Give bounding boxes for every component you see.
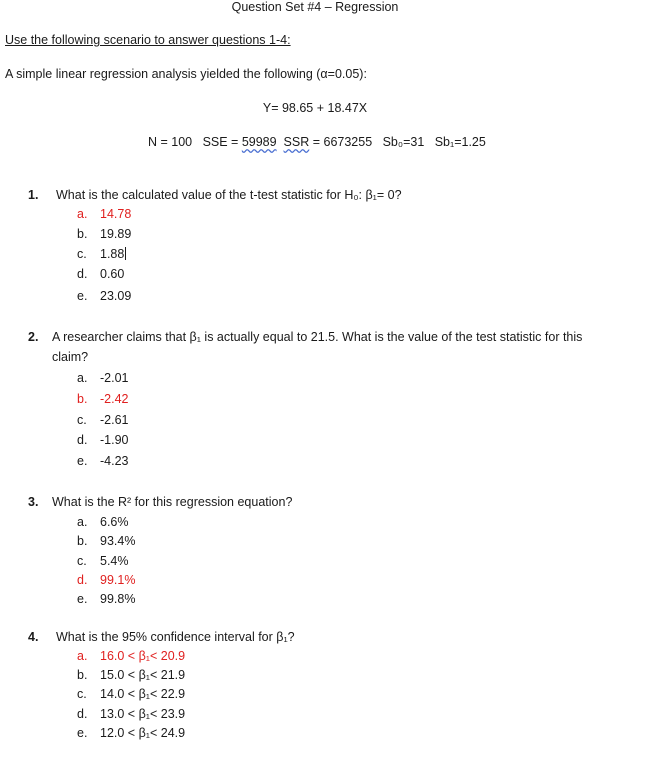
stat-ssr-label: SSR <box>283 135 310 149</box>
q2-option-d[interactable]: d. -1.90 <box>77 433 129 447</box>
q4-option-d[interactable]: d. 13.0 < β₁< 23.9 <box>77 707 186 721</box>
q4-option-b[interactable]: b. 15.0 < β₁< 21.9 <box>77 668 186 682</box>
question-number: 1. <box>28 188 39 202</box>
q2-option-a[interactable]: a. -2.01 <box>77 371 129 385</box>
stat-sse-label: SSE = <box>202 135 242 149</box>
question-text: What is the calculated value of the t-test statistic for H₀: β₁= 0? <box>56 188 402 202</box>
stat-sse-value: 59989 <box>241 135 277 149</box>
question-text: What is the R² for this regression equation? <box>52 495 293 509</box>
regression-stats <box>148 135 486 149</box>
q3-option-d[interactable]: d. 99.1% <box>77 573 136 587</box>
question-4 <box>28 630 38 644</box>
q1-option-a[interactable]: a. 14.78 <box>77 207 132 221</box>
q3-option-c[interactable]: c. 5.4% <box>77 554 129 568</box>
q3-option-a[interactable]: a. 6.6% <box>77 515 129 529</box>
page-title: Question Set #4 – Regression <box>231 0 399 14</box>
q4-option-c[interactable]: c. 14.0 < β₁< 22.9 <box>77 687 186 701</box>
q1-option-b[interactable]: b. 19.89 <box>77 227 132 241</box>
q1-option-e[interactable]: e. 23.09 <box>77 289 132 303</box>
question-text-line1: A researcher claims that β₁ is actually equal to 21.5. What is the value of the test statistic for this <box>52 330 583 344</box>
question-1 <box>28 188 38 202</box>
question-number: 4. <box>28 630 39 644</box>
question-text-line2: claim? <box>52 350 89 364</box>
q3-option-b[interactable]: b. 93.4% <box>77 534 136 548</box>
stat-ssr-value: = 6673255 <box>309 135 373 149</box>
question-text: What is the 95% confidence interval for β₁? <box>56 630 295 644</box>
q2-option-b[interactable]: b. -2.42 <box>77 392 129 406</box>
q4-option-a[interactable]: a. 16.0 < β₁< 20.9 <box>77 649 186 663</box>
question-number: 3. <box>28 495 39 509</box>
text-cursor <box>125 247 126 260</box>
stat-n: N = 100 <box>148 135 193 149</box>
question-3 <box>28 495 38 509</box>
q1-option-c[interactable]: c. 1.88 <box>77 247 125 261</box>
q2-option-e[interactable]: e. -4.23 <box>77 454 129 468</box>
scenario-text: A simple linear regression analysis yielded the following (α=0.05): <box>5 67 367 81</box>
instructions: Use the following scenario to answer questions 1-4: <box>5 33 291 47</box>
q1-option-d[interactable]: d. 0.60 <box>77 267 125 281</box>
stat-sb0: Sb₀=31 <box>382 135 425 149</box>
stat-sb1: Sb₁=1.25 <box>434 135 486 149</box>
question-2 <box>28 330 38 344</box>
q4-option-e[interactable]: e. 12.0 < β₁< 24.9 <box>77 726 186 740</box>
q2-option-c[interactable]: c. -2.61 <box>77 413 129 427</box>
regression-equation: Y= 98.65 + 18.47X <box>262 101 368 115</box>
question-number: 2. <box>28 330 39 344</box>
q3-option-e[interactable]: e. 99.8% <box>77 592 136 606</box>
